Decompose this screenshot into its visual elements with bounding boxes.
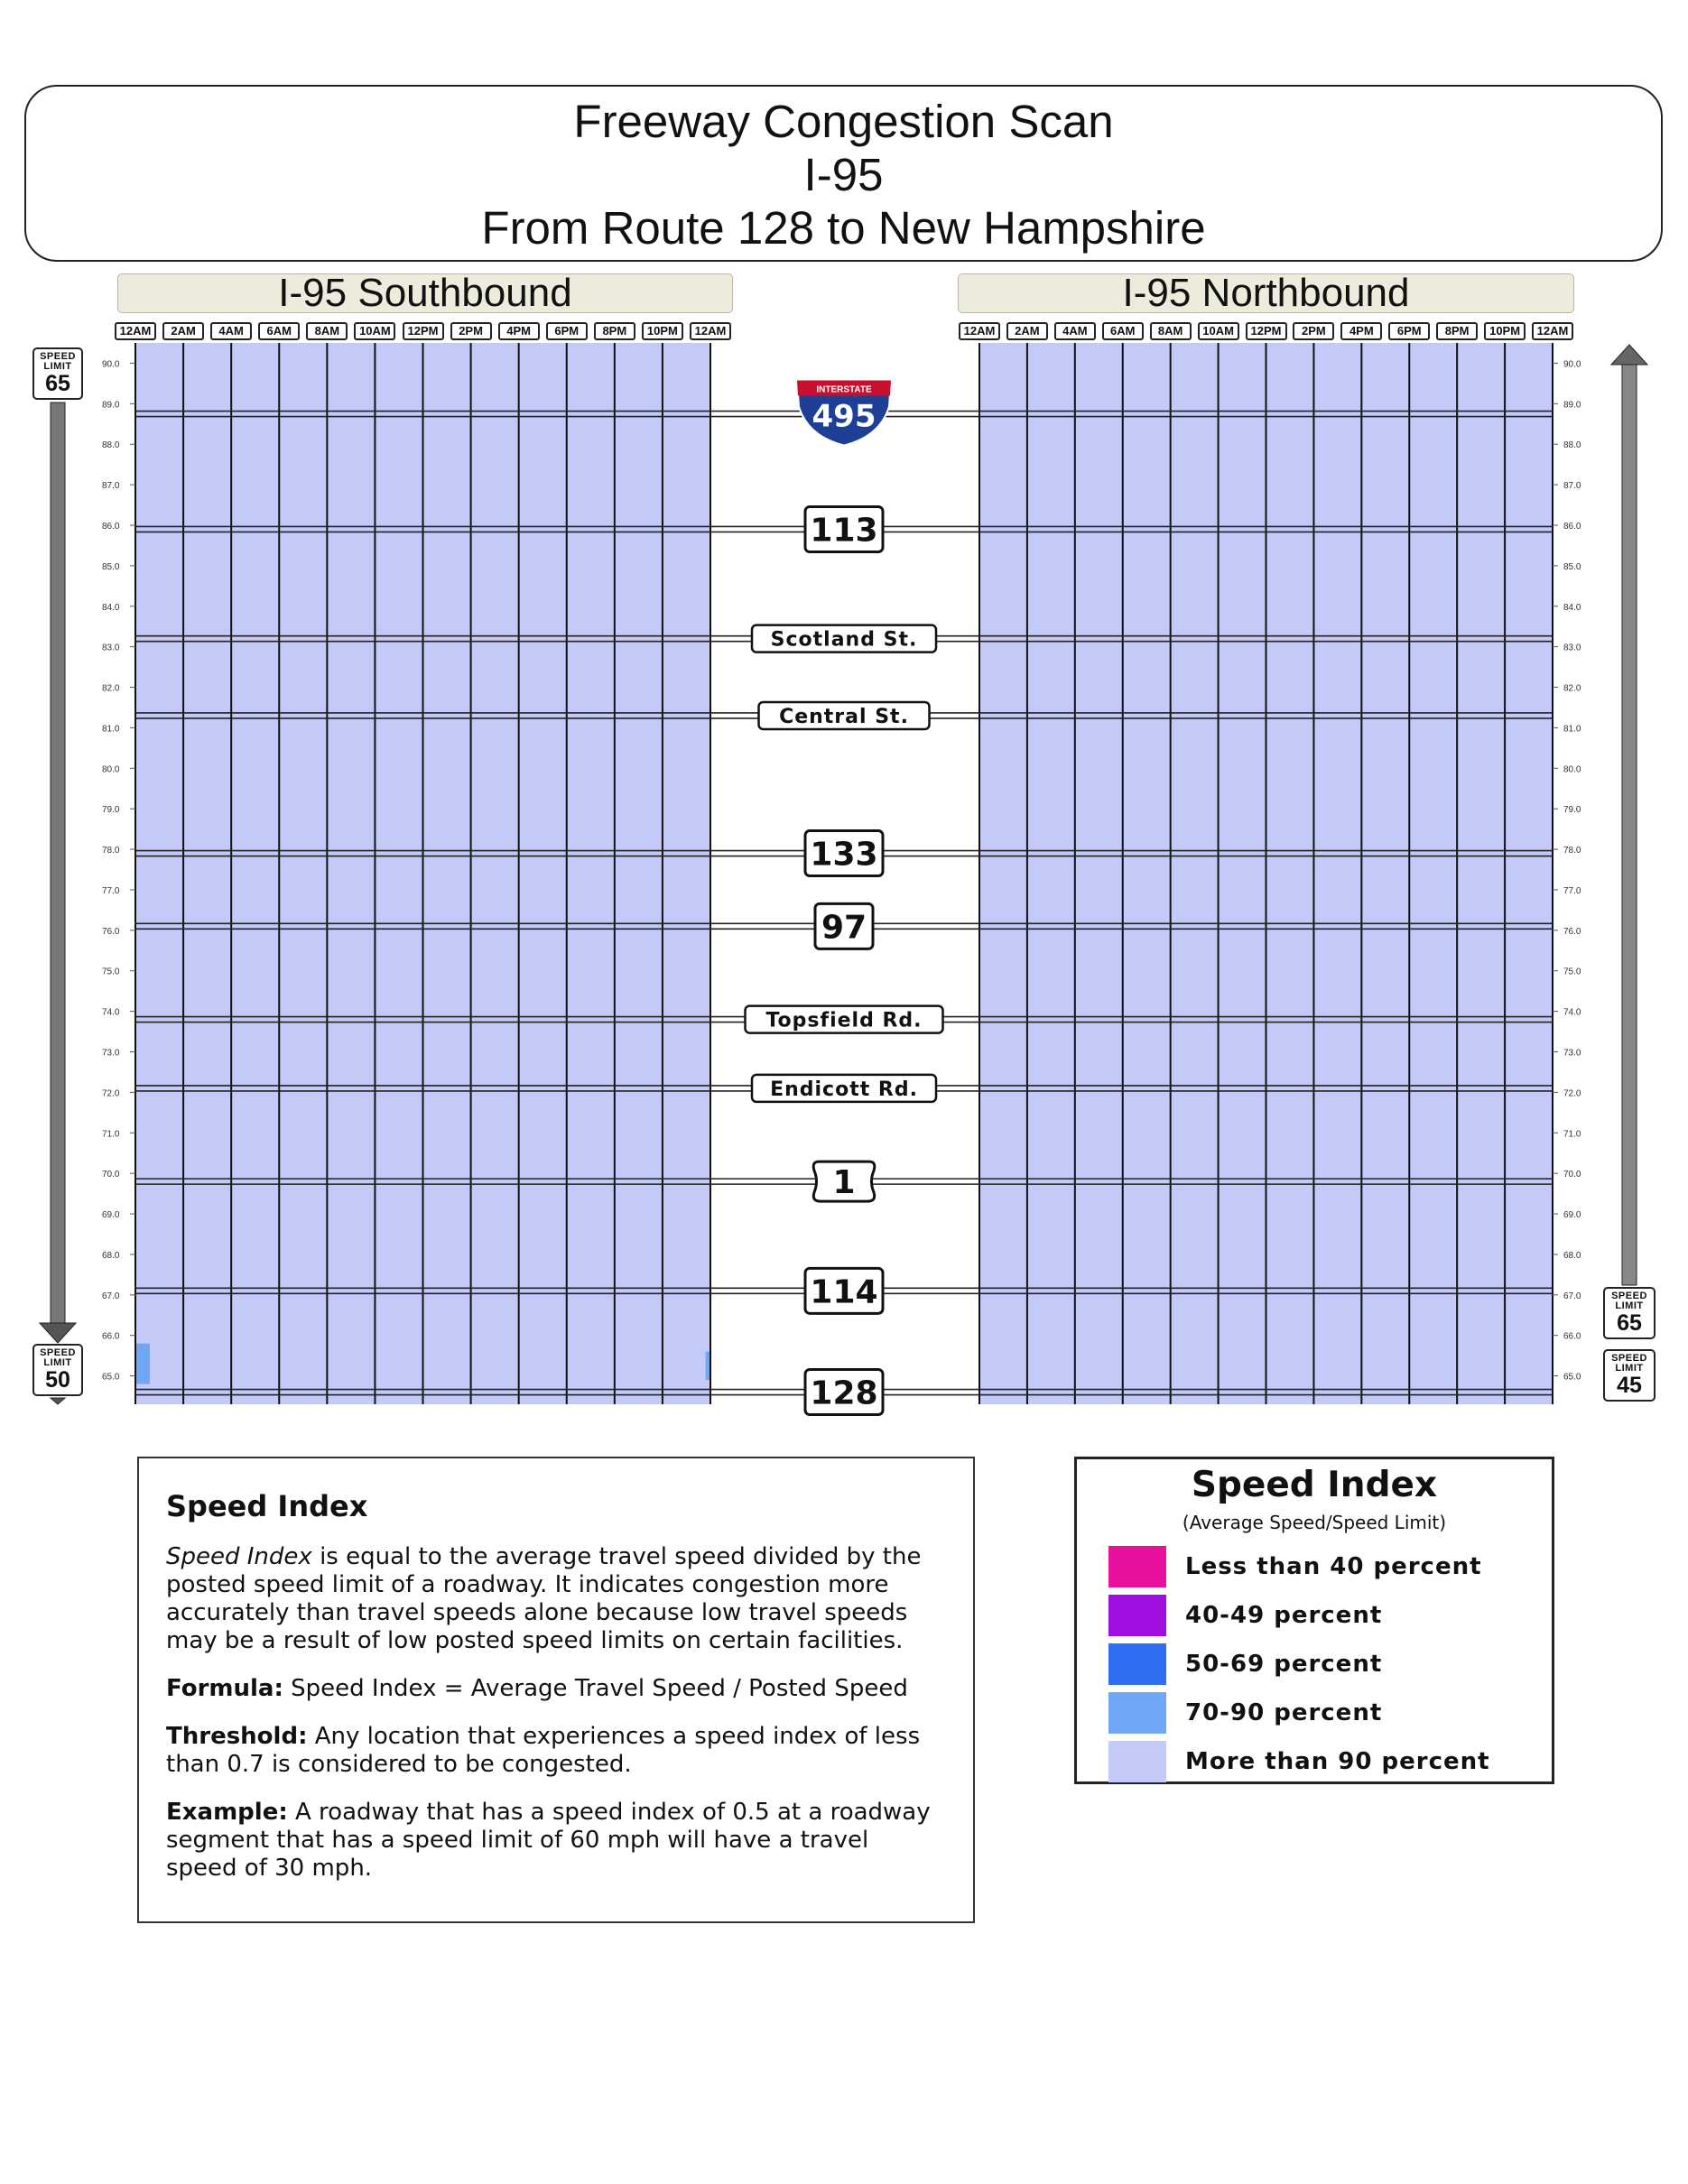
explanation-formula bbox=[166, 1675, 946, 1703]
y-tick-label: 82.0 bbox=[1563, 683, 1581, 694]
threshold-text: Any location that experiences a speed index of less than 0.7 is considered to be congested. bbox=[166, 1723, 921, 1778]
legend-swatch bbox=[1108, 1546, 1166, 1587]
y-tick-label: 68.0 bbox=[102, 1250, 120, 1261]
y-tick-label: 70.0 bbox=[102, 1170, 120, 1180]
y-tick-label: 82.0 bbox=[102, 683, 120, 694]
time-tick-label: 4PM bbox=[1340, 322, 1382, 340]
y-tick-label: 88.0 bbox=[102, 440, 120, 451]
speed-limit-caption: SPEED LIMIT bbox=[1611, 1291, 1647, 1311]
exit-route-number: 128 bbox=[810, 1374, 878, 1412]
speed-limit-value: 50 bbox=[45, 1367, 70, 1393]
threshold-label: Threshold: bbox=[166, 1723, 308, 1750]
time-tick-label: 4PM bbox=[498, 322, 540, 340]
exit-route-number: 114 bbox=[810, 1273, 878, 1311]
northbound-heatmap bbox=[979, 343, 1581, 1404]
y-tick-label: 66.0 bbox=[1563, 1331, 1581, 1342]
southbound-heatmap bbox=[102, 343, 710, 1404]
speed-limit-value: 45 bbox=[1617, 1373, 1642, 1398]
y-tick-label: 86.0 bbox=[1563, 521, 1581, 532]
y-tick-label: 66.0 bbox=[102, 1331, 120, 1342]
legend-swatch bbox=[1108, 1595, 1166, 1636]
legend-label: 70-90 percent bbox=[1185, 1699, 1383, 1726]
y-tick-label: 84.0 bbox=[102, 602, 120, 613]
legend-title: Speed Index bbox=[1191, 1465, 1438, 1505]
speed-limit-value: 65 bbox=[1617, 1310, 1642, 1336]
y-tick-label: 79.0 bbox=[102, 805, 120, 816]
southbound-arrow-shaft bbox=[51, 403, 65, 1323]
southbound-header: I-95 Southbound bbox=[117, 273, 733, 313]
y-tick-label: 87.0 bbox=[1563, 481, 1581, 492]
explanation-example bbox=[166, 1799, 946, 1883]
time-tick-label: 6PM bbox=[546, 322, 588, 340]
y-tick-label: 71.0 bbox=[1563, 1129, 1581, 1140]
speed-limit-sign-sb-top bbox=[32, 347, 83, 400]
y-tick-label: 67.0 bbox=[1563, 1291, 1581, 1301]
example-label: Example: bbox=[166, 1799, 288, 1826]
exit-street-label: Endicott Rd. bbox=[770, 1078, 918, 1101]
y-tick-label: 83.0 bbox=[102, 643, 120, 653]
y-tick-label: 70.0 bbox=[1563, 1170, 1581, 1180]
y-tick-label: 80.0 bbox=[102, 764, 120, 775]
y-tick-label: 77.0 bbox=[102, 885, 120, 896]
southbound-arrow-tip bbox=[51, 1398, 65, 1404]
explanation-threshold bbox=[166, 1723, 946, 1779]
definition-term: Speed Index bbox=[166, 1543, 312, 1570]
y-tick-label: 76.0 bbox=[1563, 926, 1581, 937]
formula-label: Formula: bbox=[166, 1675, 283, 1702]
time-tick-label: 6AM bbox=[258, 322, 300, 340]
y-tick-label: 74.0 bbox=[1563, 1007, 1581, 1018]
explanation-definition bbox=[166, 1543, 946, 1655]
time-tick-label: 2AM bbox=[162, 322, 204, 340]
y-tick-label: 73.0 bbox=[102, 1048, 120, 1059]
y-tick-label: 88.0 bbox=[1563, 440, 1581, 451]
speed-limit-value: 65 bbox=[45, 371, 70, 396]
legend-label: More than 90 percent bbox=[1185, 1748, 1490, 1775]
time-tick-label: 10PM bbox=[642, 322, 683, 340]
exit-street-label: Topsfield Rd. bbox=[765, 1009, 923, 1032]
y-tick-label: 90.0 bbox=[1563, 359, 1581, 370]
definition-text: is equal to the average travel speed divided by the posted speed limit of a roadway. It indicates congestion more accurately than travel speeds alone because low travel speeds may be a result of low posted speed limits on certain facilities. bbox=[166, 1543, 922, 1654]
y-tick-label: 74.0 bbox=[102, 1007, 120, 1018]
legend-swatch bbox=[1108, 1643, 1166, 1685]
legend-swatch bbox=[1108, 1741, 1166, 1782]
speed-limit-caption: SPEED LIMIT bbox=[40, 351, 76, 372]
y-tick-label: 87.0 bbox=[102, 481, 120, 492]
y-tick-label: 79.0 bbox=[1563, 805, 1581, 816]
page-title: Freeway Congestion Scan bbox=[573, 96, 1114, 147]
exit-route-number: 113 bbox=[810, 512, 878, 550]
y-tick-label: 72.0 bbox=[102, 1088, 120, 1099]
y-tick-label: 89.0 bbox=[102, 400, 120, 411]
y-tick-label: 72.0 bbox=[1563, 1088, 1581, 1099]
y-tick-label: 67.0 bbox=[102, 1291, 120, 1301]
northbound-arrow-head bbox=[1611, 345, 1647, 365]
example-text: A roadway that has a speed index of 0.5 at a roadway segment that has a speed limit of 60 mph will have a travel speed of 30 mph. bbox=[166, 1799, 931, 1882]
speed-index-explanation bbox=[137, 1457, 975, 1923]
time-tick-label: 12PM bbox=[403, 322, 444, 340]
southbound-arrow-head bbox=[40, 1323, 76, 1343]
time-tick-label: 2AM bbox=[1006, 322, 1048, 340]
speed-limit-sign-sb-bottom bbox=[32, 1344, 83, 1396]
time-tick-label: 10AM bbox=[1198, 322, 1239, 340]
exit-street-label: Scotland St. bbox=[770, 628, 918, 652]
interstate-shield-number: 495 bbox=[812, 398, 876, 435]
y-tick-label: 89.0 bbox=[1563, 400, 1581, 411]
time-tick-label: 12PM bbox=[1246, 322, 1287, 340]
legend-subtitle: (Average Speed/Speed Limit) bbox=[1182, 1512, 1447, 1533]
y-tick-label: 69.0 bbox=[1563, 1210, 1581, 1221]
y-tick-label: 85.0 bbox=[1563, 561, 1581, 572]
y-tick-label: 81.0 bbox=[1563, 724, 1581, 735]
y-tick-label: 78.0 bbox=[102, 846, 120, 856]
northbound-arrow-shaft bbox=[1622, 365, 1637, 1285]
speed-limit-caption: SPEED LIMIT bbox=[1611, 1353, 1647, 1374]
time-tick-label: 4AM bbox=[210, 322, 252, 340]
y-tick-label: 68.0 bbox=[1563, 1250, 1581, 1261]
speed-limit-sign-nb-bottom bbox=[1603, 1349, 1656, 1402]
y-tick-label: 86.0 bbox=[102, 521, 120, 532]
speed-limit-caption: SPEED LIMIT bbox=[40, 1347, 76, 1368]
legend-label: 50-69 percent bbox=[1185, 1651, 1383, 1678]
y-tick-label: 73.0 bbox=[1563, 1048, 1581, 1059]
time-tick-label: 2PM bbox=[1293, 322, 1334, 340]
y-tick-label: 78.0 bbox=[1563, 846, 1581, 856]
time-tick-label: 6AM bbox=[1102, 322, 1144, 340]
sb-congestion-cell bbox=[135, 1344, 150, 1384]
legend-label: 40-49 percent bbox=[1185, 1602, 1383, 1629]
time-tick-label: 4AM bbox=[1054, 322, 1096, 340]
time-tick-label: 12AM bbox=[690, 322, 731, 340]
y-tick-label: 83.0 bbox=[1563, 643, 1581, 653]
explanation-heading: Speed Index bbox=[166, 1489, 368, 1523]
exit-route-number: 133 bbox=[810, 836, 878, 874]
y-tick-label: 75.0 bbox=[1563, 967, 1581, 977]
time-tick-label: 8AM bbox=[1150, 322, 1192, 340]
exit-route-number: 97 bbox=[821, 909, 867, 947]
y-tick-label: 77.0 bbox=[1563, 885, 1581, 896]
page-subtitle-extent: From Route 128 to New Hampshire bbox=[481, 202, 1206, 254]
speed-index-legend bbox=[1074, 1457, 1554, 1784]
time-tick-label: 2PM bbox=[450, 322, 492, 340]
formula-text: Speed Index = Average Travel Speed / Posted Speed bbox=[283, 1675, 908, 1702]
y-tick-label: 80.0 bbox=[1563, 764, 1581, 775]
y-tick-label: 81.0 bbox=[102, 724, 120, 735]
y-tick-label: 71.0 bbox=[102, 1129, 120, 1140]
y-tick-label: 65.0 bbox=[1563, 1372, 1581, 1383]
y-tick-label: 69.0 bbox=[102, 1210, 120, 1221]
exit-street-label: Central St. bbox=[779, 705, 909, 728]
time-tick-label: 12AM bbox=[959, 322, 1000, 340]
time-tick-label: 8PM bbox=[1436, 322, 1478, 340]
y-tick-label: 84.0 bbox=[1563, 602, 1581, 613]
time-tick-label: 8PM bbox=[594, 322, 635, 340]
time-tick-label: 6PM bbox=[1388, 322, 1430, 340]
interstate-shield-caption: INTERSTATE bbox=[816, 384, 872, 395]
legend-swatch bbox=[1108, 1692, 1166, 1734]
speed-limit-sign-nb-upper bbox=[1603, 1287, 1656, 1339]
time-tick-label: 8AM bbox=[306, 322, 348, 340]
time-tick-label: 10PM bbox=[1484, 322, 1526, 340]
page-subtitle-route: I-95 bbox=[803, 149, 884, 200]
time-tick-label: 10AM bbox=[354, 322, 395, 340]
y-tick-label: 76.0 bbox=[102, 926, 120, 937]
y-tick-label: 85.0 bbox=[102, 561, 120, 572]
us-route-number: 1 bbox=[832, 1164, 856, 1202]
northbound-header: I-95 Northbound bbox=[958, 273, 1574, 313]
y-tick-label: 65.0 bbox=[102, 1372, 120, 1383]
y-tick-label: 75.0 bbox=[102, 967, 120, 977]
legend-label: Less than 40 percent bbox=[1185, 1553, 1482, 1580]
time-tick-label: 12AM bbox=[1532, 322, 1573, 340]
time-tick-label: 12AM bbox=[115, 322, 156, 340]
y-tick-label: 90.0 bbox=[102, 359, 120, 370]
